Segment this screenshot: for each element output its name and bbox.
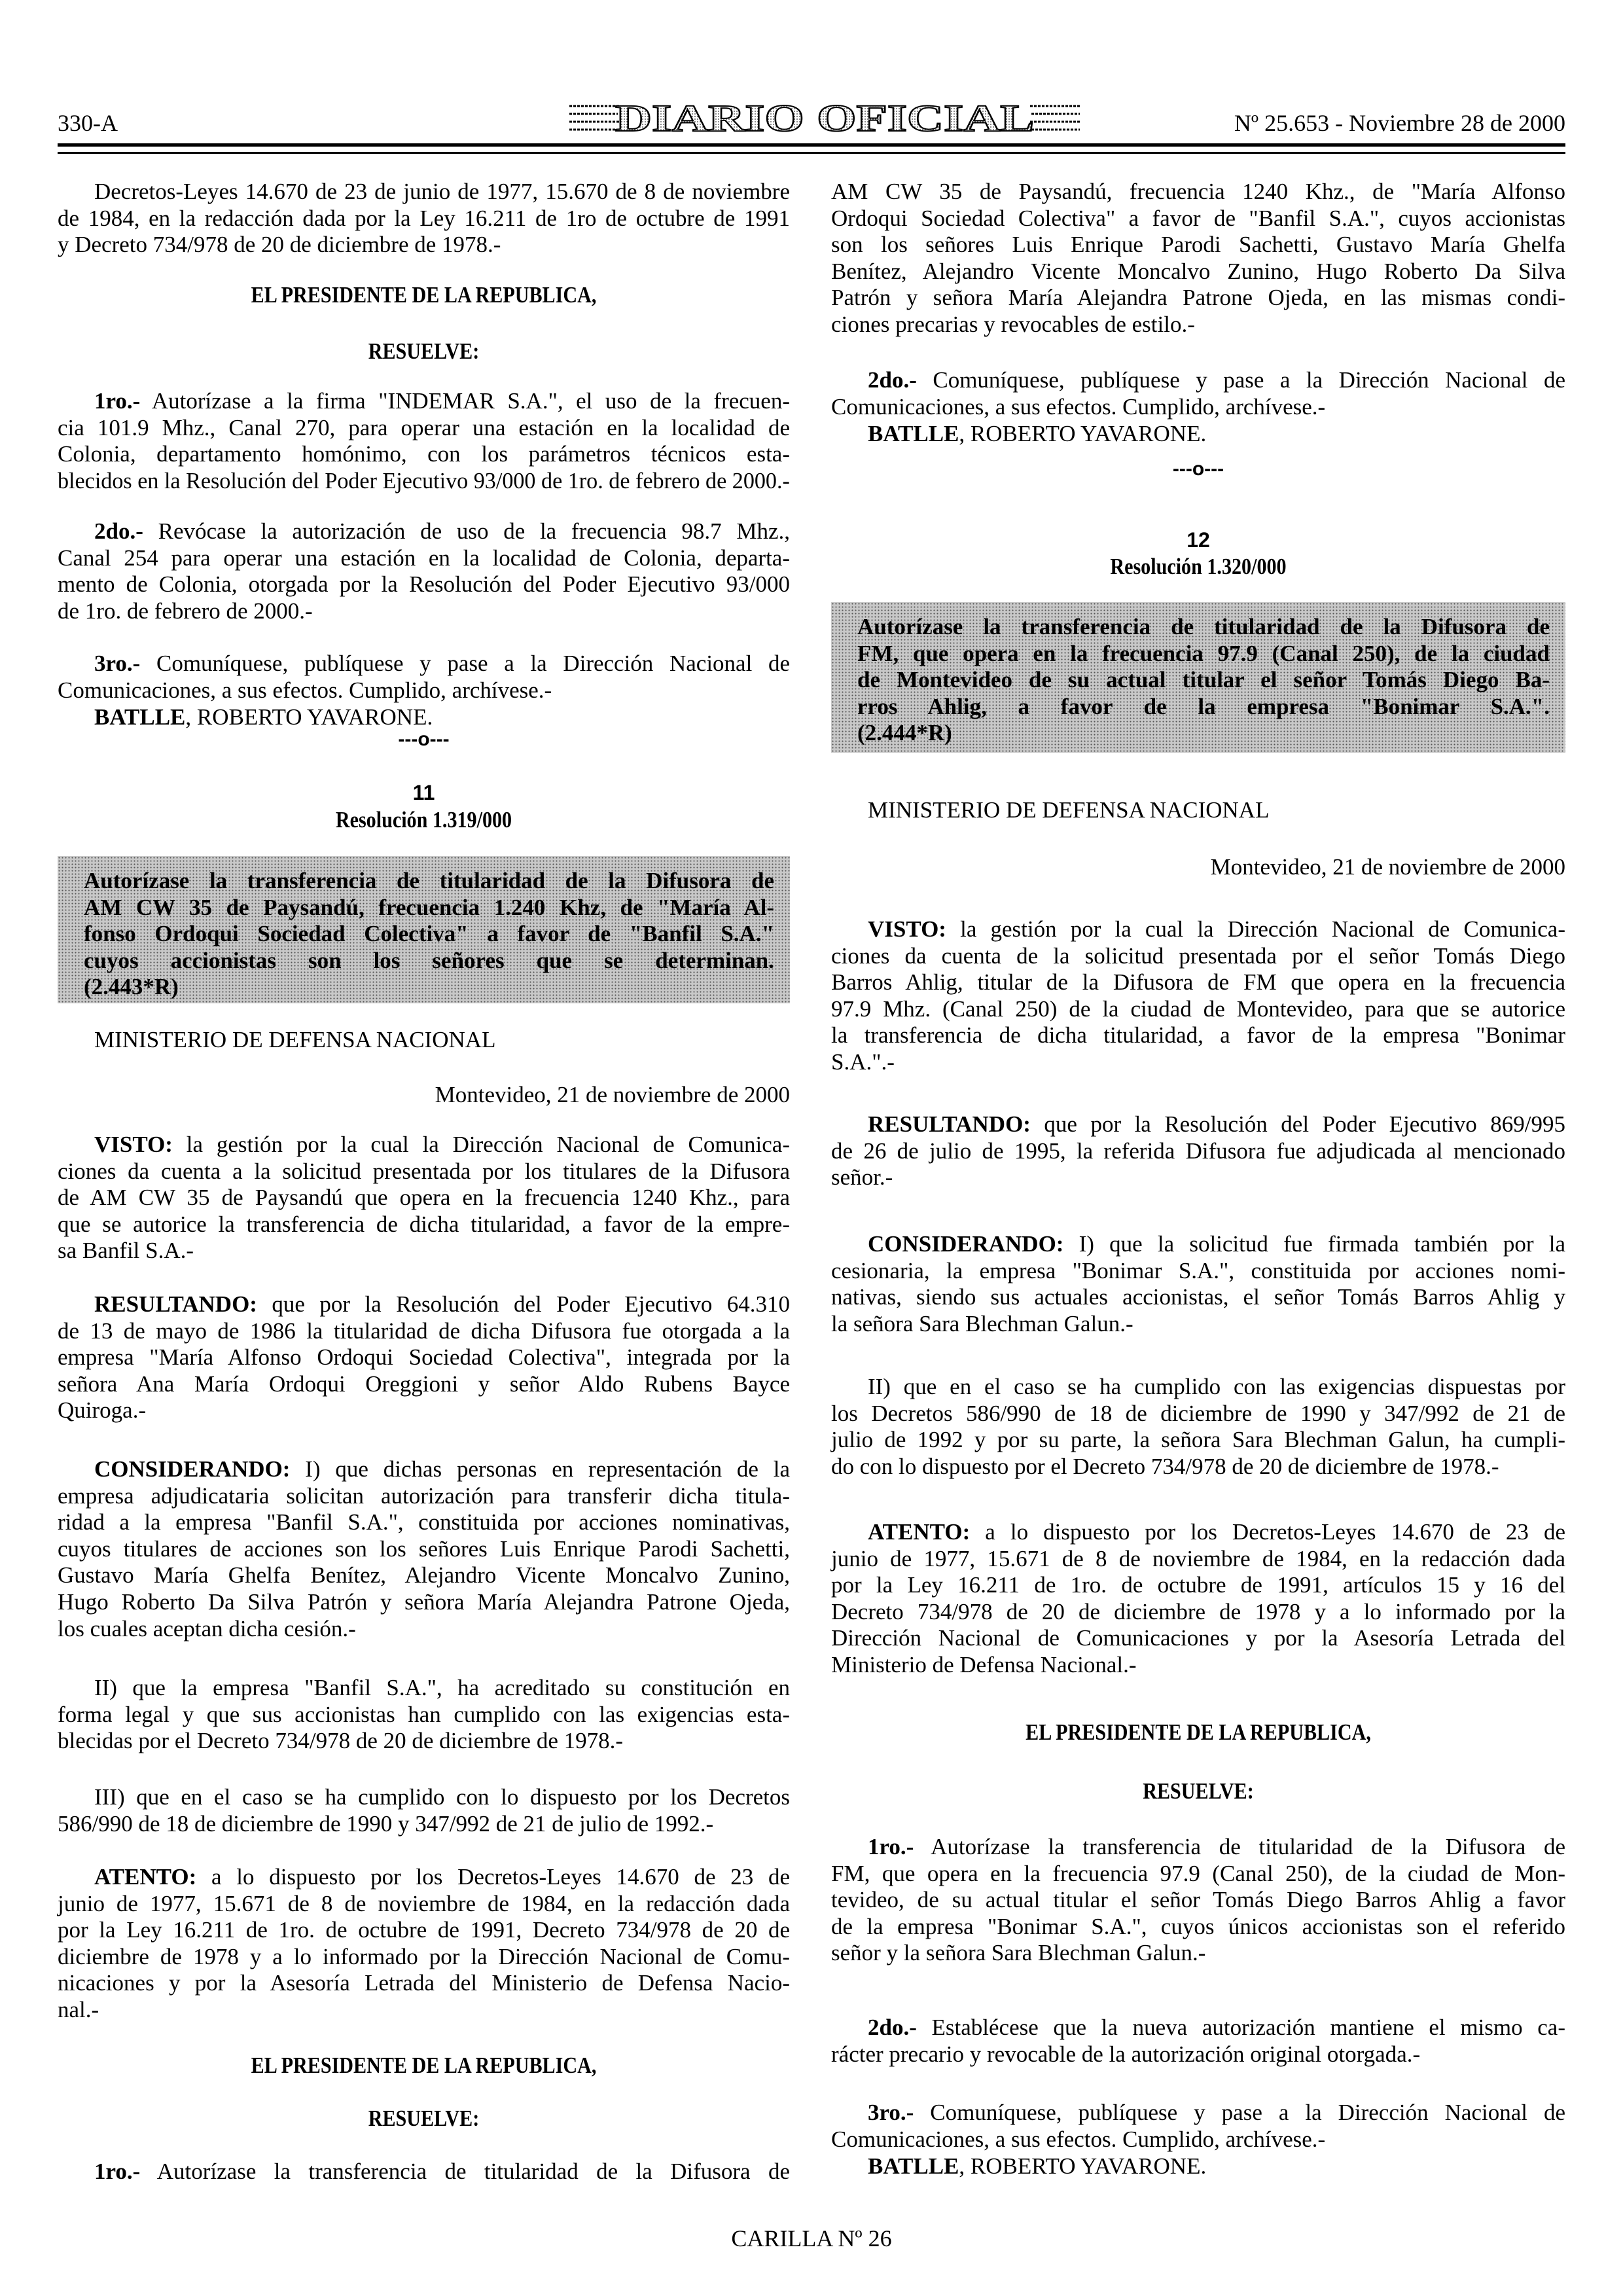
document-date: Montevideo, 21 de noviembre de 2000 bbox=[435, 1082, 790, 1107]
text-line: ridad a la empresa "Banfil S.A.", constituida por acciones nominativas, bbox=[58, 1509, 790, 1535]
issue-info: Nº 25.653 - Noviembre 28 de 2000 bbox=[1234, 110, 1565, 136]
text-line: señor y la señora Sara Blechman Galun.- bbox=[831, 1940, 1206, 1966]
resolution-summary bbox=[84, 868, 774, 1001]
text-line: Comunicaciones, a sus efectos. Cumplido, archívese.- bbox=[58, 677, 552, 703]
resolution-article bbox=[58, 518, 790, 624]
text-line: Hugo Roberto Da Silva Patrón y señora María Alejandra Patrone Ojeda, bbox=[58, 1588, 790, 1615]
text-line: FM, que opera en la frecuencia 97.9 (Canal 250), de la ciudad de Mon- bbox=[831, 1860, 1565, 1886]
text-line: la transferencia de dicha titularidad, a favor de la empresa "Bonimar bbox=[831, 1022, 1565, 1049]
text-line: los cuales aceptan dicha cesión.- bbox=[58, 1615, 356, 1641]
text-line: 3ro.- Comuníquese, publíquese y pase a la Dirección Nacional de bbox=[94, 651, 790, 676]
text-line: rácter precario y revocable de la autorización original otorgada.- bbox=[831, 2041, 1421, 2067]
text-line: que se autorice la transferencia de dicha titularidad, a favor de la empre- bbox=[58, 1211, 790, 1237]
paragraph-label: 2do.- bbox=[94, 518, 143, 544]
ministry-name: MINISTERIO DE DEFENSA NACIONAL bbox=[94, 1027, 496, 1052]
page-footer: CARILLA Nº 26 bbox=[731, 2225, 892, 2251]
resolution-summary bbox=[857, 614, 1550, 747]
text-line: 97.9 Mhz. (Canal 250) de la ciudad de Montevideo, para que se autorice bbox=[831, 996, 1565, 1022]
text-line: 1ro.- Autorízase a la firma "INDEMAR S.A.", el uso de la frecuen- bbox=[94, 388, 790, 414]
text-line: (2.444*R) bbox=[857, 720, 952, 746]
separator: ---o--- bbox=[1172, 458, 1224, 480]
text-line: señora Ana María Ordoqui Oreggioni y señor Aldo Rubens Bayce bbox=[58, 1371, 790, 1397]
considerando-paragraph bbox=[58, 1456, 790, 1642]
text-line: tevideo, de su actual titular el señor Tomás Diego Barros Ahlig a favor bbox=[831, 1887, 1565, 1913]
text-line: S.A.".- bbox=[831, 1049, 895, 1075]
visto-paragraph bbox=[58, 1132, 790, 1265]
signature-rest: , ROBERTO YAVARONE. bbox=[959, 2153, 1207, 2179]
text-line: AM CW 35 de Paysandú, frecuencia 1240 Khz., de "María Alfonso bbox=[831, 179, 1565, 204]
resolution-article bbox=[831, 2015, 1565, 2068]
paragraph-label: ATENTO: bbox=[868, 1519, 971, 1545]
section-heading: RESUELVE: bbox=[1143, 1778, 1254, 1804]
text-line: de 1984, en la redacción dada por la Ley 16.211 de 1ro de octubre de 1991 bbox=[58, 205, 790, 231]
paragraph-label: VISTO: bbox=[868, 916, 946, 942]
text-line: Autorízase la transferencia de titularidad de la Difusora de bbox=[84, 868, 774, 893]
signature-bold: BATLLE bbox=[868, 421, 959, 446]
considerando-ii-paragraph bbox=[58, 1675, 790, 1755]
text-line: 3ro.- Comuníquese, publíquese y pase a la Dirección Nacional de bbox=[868, 2100, 1565, 2125]
text-line: junio de 1977, 15.671 de 8 de noviembre de 1984, en la redacción dada bbox=[831, 1545, 1565, 1571]
text-line: rros Ahlig, a favor de la empresa "Bonimar S.A.". bbox=[857, 693, 1550, 719]
text-line: II) que en el caso se ha cumplido con las exigencias dispuestas por bbox=[868, 1374, 1565, 1399]
text-line: 586/990 de 18 de diciembre de 1990 y 347/992 de 21 de julio de 1992.- bbox=[58, 1810, 714, 1837]
paragraph-label: 1ro.- bbox=[94, 2159, 141, 2184]
text-line: blecidos en la Resolución del Poder Ejecutivo 93/000 de 1ro. de febrero de 2000.- bbox=[58, 467, 790, 493]
text-line: RESULTANDO: que por la Resolución del Poder Ejecutivo 869/995 bbox=[868, 1111, 1565, 1137]
resolution-title: Resolución 1.319/000 bbox=[335, 807, 512, 833]
header-rule-thick bbox=[58, 143, 1565, 147]
paragraph-label: 3ro.- bbox=[94, 651, 141, 676]
resolution-number: 11 bbox=[412, 781, 435, 804]
signature bbox=[831, 421, 1602, 448]
text-line: blecidas por el Decreto 734/978 de 20 de diciembre de 1978.- bbox=[58, 1728, 624, 1754]
left-intro bbox=[58, 179, 790, 259]
section-heading: EL PRESIDENTE DE LA REPUBLICA, bbox=[1026, 1719, 1371, 1745]
text-line: los Decretos 586/990 de 18 de diciembre de 1990 y 347/992 de 21 de bbox=[831, 1400, 1565, 1426]
text-line: CONSIDERANDO: I) que la solicitud fue firmada también por la bbox=[868, 1231, 1565, 1257]
text-line: 2do.- Establécese que la nueva autorización mantiene el mismo ca- bbox=[868, 2015, 1565, 2040]
page-number: 330-A bbox=[58, 110, 118, 136]
resultando-paragraph bbox=[831, 1111, 1565, 1191]
section-heading: RESUELVE: bbox=[368, 338, 480, 364]
ministry-name: MINISTERIO DE DEFENSA NACIONAL bbox=[868, 797, 1270, 823]
text-line: ciones precarias y revocables de estilo.- bbox=[831, 311, 1195, 337]
text-line: de 13 de mayo de 1986 la titularidad de dicha Difusora fue otorgada a la bbox=[58, 1318, 790, 1344]
paragraph-label: RESULTANDO: bbox=[868, 1111, 1031, 1137]
resolution-article bbox=[58, 2159, 790, 2185]
paragraph-label: CONSIDERANDO: bbox=[868, 1231, 1064, 1257]
text-line: 2do.- Revócase la autorización de uso de la frecuencia 98.7 Mhz., bbox=[94, 518, 790, 544]
text-line: Colonia, departamento homónimo, con los parámetros técnicos esta- bbox=[58, 441, 790, 467]
text-line: fonso Ordoqui Sociedad Colectiva" a favor de "Banfil S.A." bbox=[84, 921, 774, 947]
text-line: Ordoqui Sociedad Colectiva" a favor de "Banfil S.A.", cuyos accionistas bbox=[831, 205, 1565, 231]
signature-rest: , ROBERTO YAVARONE. bbox=[959, 421, 1207, 446]
paragraph-label: ATENTO: bbox=[94, 1864, 197, 1890]
paragraph-label: 2do.- bbox=[868, 367, 917, 393]
paragraph-label: 1ro.- bbox=[868, 1834, 914, 1859]
resolution-summary-box bbox=[58, 856, 790, 1003]
text-line: nativas, siendo sus actuales accionistas, el señor Tomás Barros Ahlig y bbox=[831, 1284, 1565, 1310]
text-line: AM CW 35 de Paysandú, frecuencia 1.240 Khz, de "María Al- bbox=[84, 894, 774, 920]
paragraph-label: 3ro.- bbox=[868, 2100, 914, 2125]
text-line: Comunicaciones, a sus efectos. Cumplido, archívese.- bbox=[831, 393, 1326, 420]
text-line: ciones da cuenta de la solicitud presentada por el señor Tomás Diego bbox=[831, 942, 1565, 969]
text-line: Decretos-Leyes 14.670 de 23 de junio de 1977, 15.670 de 8 de noviembre bbox=[94, 179, 790, 204]
paragraph-label: RESULTANDO: bbox=[94, 1291, 257, 1317]
text-line: 2do.- Comuníquese, publíquese y pase a la Dirección Nacional de bbox=[868, 367, 1565, 393]
paragraph-label: 2do.- bbox=[868, 2015, 917, 2040]
text-line: CONSIDERANDO: I) que dichas personas en representación de la bbox=[94, 1456, 790, 1482]
text-line: 1ro.- Autorízase la transferencia de titularidad de la Difusora de bbox=[94, 2159, 790, 2184]
text-line: Patrón y señora María Alejandra Patrone Ojeda, en las mismas condi- bbox=[831, 285, 1565, 311]
text-line: cuyos titulares de acciones son los señores Luis Enrique Parodi Sachetti, bbox=[58, 1535, 790, 1562]
resultando-paragraph bbox=[58, 1291, 790, 1424]
text-line: cuyos accionistas son los señores que se determinan. bbox=[84, 947, 774, 973]
text-line: nal.- bbox=[58, 1996, 99, 2022]
text-line: VISTO: la gestión por la cual la Dirección Nacional de Comunica- bbox=[94, 1132, 790, 1157]
section-heading: EL PRESIDENTE DE LA REPUBLICA, bbox=[251, 2053, 597, 2078]
left-ornament-lines bbox=[569, 106, 619, 130]
text-line: FM, que opera en la frecuencia 97.9 (Canal 250), de la ciudad bbox=[857, 640, 1550, 666]
text-line: Comunicaciones, a sus efectos. Cumplido, archívese.- bbox=[831, 2126, 1326, 2152]
text-line: de 26 de julio de 1995, la referida Difusora fue adjudicada al mencionado bbox=[831, 1138, 1565, 1164]
considerando-ii-paragraph bbox=[831, 1374, 1565, 1480]
text-line: de AM CW 35 de Paysandú que opera en la frecuencia 1240 Khz., para bbox=[58, 1185, 790, 1211]
text-line: y Decreto 734/978 de 20 de diciembre de 1978.- bbox=[58, 232, 501, 258]
text-line: señor.- bbox=[831, 1164, 893, 1191]
resolution-summary-box bbox=[831, 602, 1565, 753]
paragraph-label: 1ro.- bbox=[94, 388, 141, 414]
text-line: II) que la empresa "Banfil S.A.", ha acreditado su constitución en bbox=[94, 1675, 790, 1700]
text-line: por la Ley 16.211 de 1ro. de octubre de 1991, Decreto 734/978 de 20 de bbox=[58, 1917, 790, 1943]
text-line: (2.443*R) bbox=[84, 974, 179, 1000]
signature-rest: , ROBERTO YAVARONE. bbox=[185, 704, 433, 730]
text-line: Barros Ahlig, titular de la Difusora de FM que opera en la frecuencia bbox=[831, 969, 1565, 996]
resolution-article bbox=[831, 2100, 1565, 2153]
text-line: ciones da cuenta a la solicitud presentada por los titulares de la Difusora bbox=[58, 1158, 790, 1184]
signature-bold: BATLLE bbox=[94, 704, 186, 730]
text-line: Ministerio de Defensa Nacional.- bbox=[831, 1651, 1137, 1677]
text-line: forma legal y que sus accionistas han cumplido con las exigencias esta- bbox=[58, 1701, 790, 1727]
text-line: son los señores Luis Enrique Parodi Sachetti, Gustavo María Ghelfa bbox=[831, 232, 1565, 258]
text-line: junio de 1977, 15.671 de 8 de noviembre de 1984, en la redacción dada bbox=[58, 1890, 790, 1916]
separator: ---o--- bbox=[398, 728, 450, 750]
signature-bold: BATLLE bbox=[868, 2153, 959, 2179]
text-line: de la empresa "Bonimar S.A.", cuyos únicos accionistas son el referido bbox=[831, 1913, 1565, 1939]
text-line: VISTO: la gestión por la cual la Dirección Nacional de Comunica- bbox=[868, 916, 1565, 942]
text-line: ATENTO: a lo dispuesto por los Decretos-Leyes 14.670 de 23 de bbox=[868, 1519, 1565, 1545]
text-line: cesionaria, la empresa "Bonimar S.A.", constituida por acciones nomi- bbox=[831, 1257, 1565, 1283]
atento-paragraph bbox=[831, 1519, 1565, 1679]
text-line: de Montevideo de su actual titular el señor Tomás Diego Ba- bbox=[857, 667, 1550, 693]
section-heading: EL PRESIDENTE DE LA REPUBLICA, bbox=[251, 282, 597, 308]
header-rule-thin bbox=[58, 152, 1565, 154]
atento-paragraph bbox=[58, 1864, 790, 2024]
text-line: Canal 254 para operar una estación en la localidad de Colonia, departa- bbox=[58, 545, 790, 571]
text-line: Benítez, Alejandro Vicente Moncalvo Zunino, Hugo Roberto Da Silva bbox=[831, 258, 1565, 284]
text-line: diciembre de 1978 y a lo informado por la Dirección Nacional de Comu- bbox=[58, 1943, 790, 1969]
text-line: por la Ley 16.211 de 1ro. de octubre de 1991, artículos 15 y 16 del bbox=[831, 1572, 1565, 1598]
resolution-title: Resolución 1.320/000 bbox=[1110, 554, 1287, 579]
resolution-number: 12 bbox=[1186, 528, 1210, 552]
resolution-article bbox=[831, 367, 1565, 420]
paragraph-label: VISTO: bbox=[94, 1132, 173, 1157]
text-line: mento de Colonia, otorgada por la Resolución del Poder Ejecutivo 93/000 bbox=[58, 571, 790, 598]
document-date: Montevideo, 21 de noviembre de 2000 bbox=[1210, 854, 1565, 880]
text-line: empresa "María Alfonso Ordoqui Sociedad Colectiva", integrada por la bbox=[58, 1344, 790, 1371]
text-line: Autorízase la transferencia de titularidad de la Difusora de bbox=[857, 614, 1550, 639]
text-line: Dirección Nacional de Comunicaciones y por la Asesoría Letrada del bbox=[831, 1625, 1565, 1651]
text-line: 1ro.- Autorízase la transferencia de titularidad de la Difusora de bbox=[868, 1834, 1565, 1859]
considerando-iii-paragraph bbox=[58, 1784, 790, 1837]
resolution-article bbox=[58, 388, 790, 494]
text-line: Gustavo María Ghelfa Benítez, Alejandro Vicente Moncalvo Zunino, bbox=[58, 1562, 790, 1588]
visto-paragraph bbox=[831, 916, 1565, 1076]
text-line: Decreto 734/978 de 20 de diciembre de 1978 y a lo informado por la bbox=[831, 1598, 1565, 1624]
text-line: do con lo dispuesto por el Decreto 734/978 de 20 de diciembre de 1978.- bbox=[831, 1453, 1499, 1479]
resolution-article bbox=[831, 1834, 1565, 1967]
text-line: Quiroga.- bbox=[58, 1397, 147, 1424]
section-heading: RESUELVE: bbox=[368, 2106, 480, 2131]
text-line: empresa adjudicataria solicitan autorización para transferir dicha titula- bbox=[58, 1482, 790, 1509]
masthead-logo bbox=[568, 97, 1081, 136]
right-ornament-lines bbox=[1030, 106, 1080, 130]
resolution-article bbox=[58, 651, 790, 704]
text-line: de 1ro. de febrero de 2000.- bbox=[58, 598, 313, 624]
text-line: RESULTANDO: que por la Resolución del Poder Ejecutivo 64.310 bbox=[94, 1291, 790, 1317]
right-continuation bbox=[831, 179, 1565, 338]
text-line: julio de 1992 y por su parte, la señora Sara Blechman Galun, ha cumpli- bbox=[831, 1427, 1565, 1453]
text-line: cia 101.9 Mhz., Canal 270, para operar una estación en la localidad de bbox=[58, 414, 790, 440]
logo-text: DIARIO OFICIAL bbox=[615, 97, 1034, 136]
text-line: III) que en el caso se ha cumplido con lo dispuesto por los Decretos bbox=[94, 1784, 790, 1810]
text-line: la señora Sara Blechman Galun.- bbox=[831, 1310, 1133, 1336]
text-line: sa Banfil S.A.- bbox=[58, 1238, 194, 1264]
text-line: ATENTO: a lo dispuesto por los Decretos-Leyes 14.670 de 23 de bbox=[94, 1864, 790, 1890]
paragraph-label: CONSIDERANDO: bbox=[94, 1456, 291, 1482]
signature bbox=[831, 2153, 1602, 2180]
text-line: nicaciones y por la Asesoría Letrada del Ministerio de Defensa Nacio- bbox=[58, 1970, 790, 1996]
considerando-paragraph bbox=[831, 1231, 1565, 1337]
